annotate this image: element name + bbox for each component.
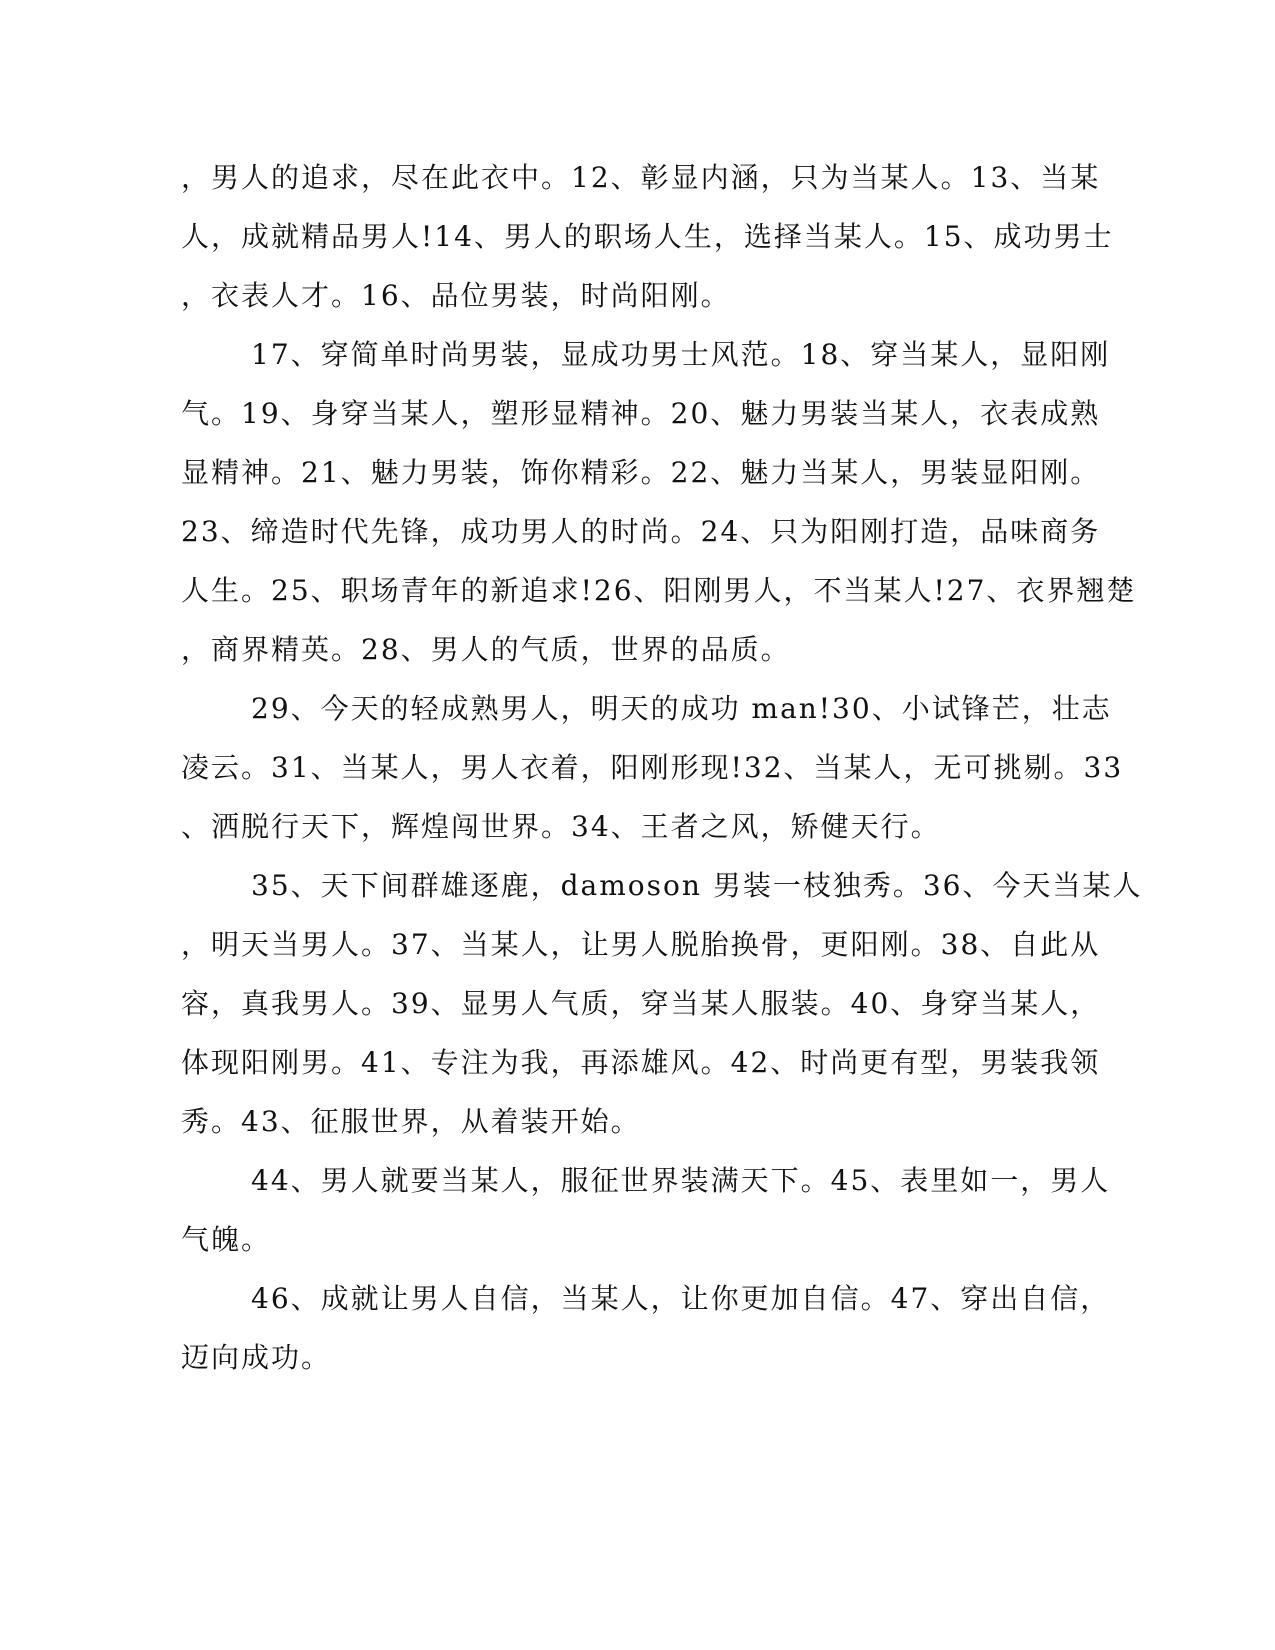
text-line: ，商界精英。28、男人的气质，世界的品质。 xyxy=(181,633,791,666)
text-line: 17、穿简单时尚男装，显成功男士风范。18、穿当某人，显阳刚 xyxy=(251,338,1111,371)
text-line: 46、成就让男人自信，当某人，让你更加自信。47、穿出自信， xyxy=(251,1282,1111,1315)
text-line: 容，真我男人。39、显男人气质，穿当某人服装。40、身穿当某人， xyxy=(181,987,1101,1020)
text-line: 体现阳刚男。41、专注为我，再添雄风。42、时尚更有型，男装我领 xyxy=(181,1046,1101,1079)
text-line: ，明天当男人。37、当某人，让男人脱胎换骨，更阳刚。38、自此从 xyxy=(181,928,1101,961)
text-line: 显精神。21、魅力男装，饰你精彩。22、魅力当某人，男装显阳刚。 xyxy=(181,456,1101,489)
text-line: 23、缔造时代先锋，成功男人的时尚。24、只为阳刚打造，品味商务 xyxy=(181,515,1101,548)
paragraph-4 xyxy=(181,856,1143,1151)
paragraph-5 xyxy=(181,1151,1111,1269)
text-line: 人生。25、职场青年的新追求!26、阳刚男人，不当某人!27、衣界翘楚 xyxy=(181,574,1137,607)
text-line: ，衣表人才。16、品位男装，时尚阳刚。 xyxy=(181,279,731,312)
text-line: 29、今天的轻成熟男人，明天的成功 man!30、小试锋芒，壮志 xyxy=(251,692,1112,725)
text-line: 气魄。 xyxy=(181,1223,272,1256)
paragraph-2 xyxy=(181,325,1137,679)
text-line: 迈向成功。 xyxy=(181,1341,332,1374)
text-line: 秀。43、征服世界，从着装开始。 xyxy=(181,1105,641,1138)
paragraph-3 xyxy=(181,679,1124,856)
document-body xyxy=(181,148,1143,1387)
text-line: 、洒脱行天下，辉煌闯世界。34、王者之风，矫健天行。 xyxy=(181,810,941,843)
text-line: 44、男人就要当某人，服征世界装满天下。45、表里如一，男人 xyxy=(251,1164,1111,1197)
text-line: 气。19、身穿当某人，塑形显精神。20、魅力男装当某人，衣表成熟 xyxy=(181,397,1101,430)
paragraph-1 xyxy=(181,148,1114,325)
paragraph-6 xyxy=(181,1269,1111,1387)
text-line: 凌云。31、当某人，男人衣着，阳刚形现!32、当某人，无可挑剔。33 xyxy=(181,751,1124,784)
text-line: 人，成就精品男人!14、男人的职场人生，选择当某人。15、成功男士 xyxy=(181,220,1114,253)
text-line: ，男人的追求，尽在此衣中。12、彰显内涵，只为当某人。13、当某 xyxy=(181,161,1101,194)
text-line: 35、天下间群雄逐鹿，damoson 男装一枝独秀。36、今天当某人 xyxy=(251,869,1143,902)
